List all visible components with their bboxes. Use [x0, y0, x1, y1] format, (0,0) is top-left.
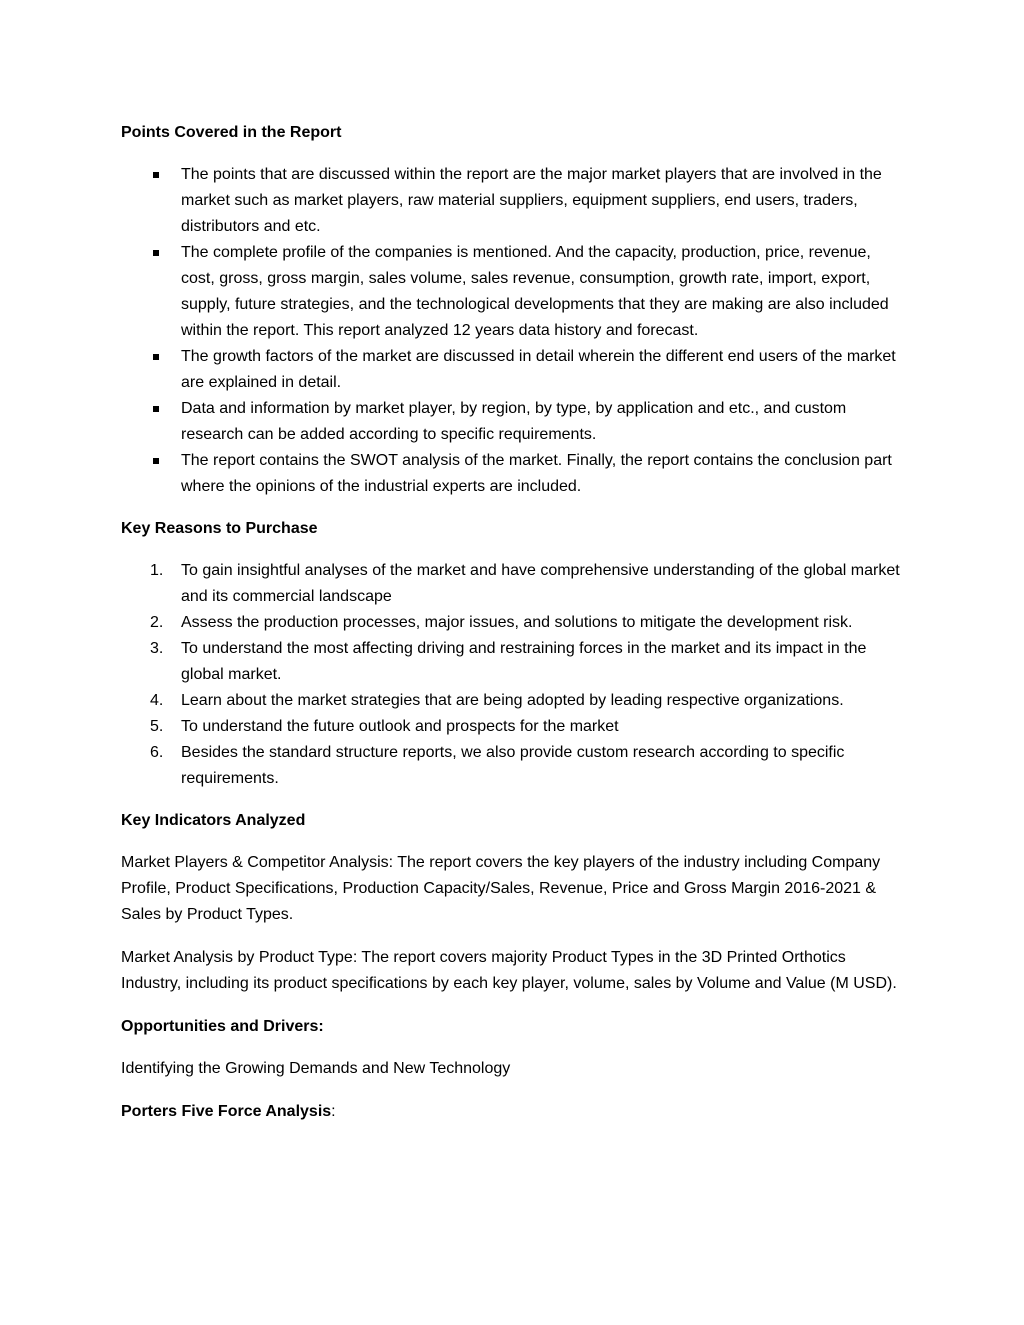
- points-heading: Points Covered in the Report: [121, 124, 342, 141]
- square-bullet-icon: [153, 250, 159, 256]
- list-item: The complete profile of the companies is mentioned. And the capacity, production, price, revenue, cost, gross, gross margin, sales volume, sales revenue, consumption, growth rate, import, export, supply, future strategies, and the technological developments that they are making are also included within the report. This report analyzed 12 years data history and forecast.: [121, 240, 903, 344]
- list-item: 1. To gain insightful analyses of the market and have comprehensive understanding of the global market and its commercial landscape: [121, 558, 903, 610]
- list-item: 4. Learn about the market strategies that are being adopted by leading respective organizations.: [121, 688, 903, 714]
- list-number: 3.: [150, 640, 164, 657]
- reasons-list: [121, 558, 903, 792]
- opportunities-text: Identifying the Growing Demands and New Technology: [121, 1060, 511, 1077]
- indicators-paragraph-players: Market Players & Competitor Analysis: The report covers the key players of the industry including Company Profile, Product Specifications, Production Capacity/Sales, Revenue, Price and Gross Margin 2016-2021 & Sales by Product Types.: [121, 854, 881, 923]
- porters-heading: [121, 1099, 903, 1125]
- porters-heading-text: Porters Five Force Analysis: [121, 1103, 332, 1120]
- opportunities-heading: Opportunities and Drivers:: [121, 1018, 324, 1035]
- list-item: 3. To understand the most affecting driving and restraining forces in the market and its impact in the global market.: [121, 636, 903, 688]
- list-item: Data and information by market player, by region, by type, by application and etc., and custom research can be added according to specific requirements.: [121, 396, 903, 448]
- list-item: The growth factors of the market are discussed in detail wherein the different end users of the market are explained in detail.: [121, 344, 903, 396]
- indicators-paragraph-product-type: Market Analysis by Product Type: The report covers majority Product Types in the 3D Printed Orthotics Industry, including its product specifications by each key player, volume, sales by Volume and Value (M USD).: [121, 949, 897, 992]
- points-list: [121, 162, 903, 500]
- reasons-heading: Key Reasons to Purchase: [121, 520, 318, 537]
- list-item: The points that are discussed within the report are the major market players that are involved in the market such as market players, raw material suppliers, equipment suppliers, end users, traders, distributors and etc.: [121, 162, 903, 240]
- list-number: 1.: [150, 562, 164, 579]
- square-bullet-icon: [153, 172, 159, 178]
- list-item: 2. Assess the production processes, major issues, and solutions to mitigate the development risk.: [121, 610, 903, 636]
- porters-heading-colon: :: [331, 1103, 336, 1120]
- indicators-heading: Key Indicators Analyzed: [121, 812, 306, 829]
- list-number: 2.: [150, 614, 164, 631]
- list-item: 5. To understand the future outlook and prospects for the market: [121, 714, 903, 740]
- list-item: The report contains the SWOT analysis of the market. Finally, the report contains the conclusion part where the opinions of the industrial experts are included.: [121, 448, 903, 500]
- list-number: 4.: [150, 692, 164, 709]
- square-bullet-icon: [153, 354, 159, 360]
- list-number: 6.: [150, 744, 164, 761]
- square-bullet-icon: [153, 458, 159, 464]
- list-item: 6. Besides the standard structure reports, we also provide custom research according to specific requirements.: [121, 740, 903, 792]
- list-number: 5.: [150, 718, 164, 735]
- square-bullet-icon: [153, 406, 159, 412]
